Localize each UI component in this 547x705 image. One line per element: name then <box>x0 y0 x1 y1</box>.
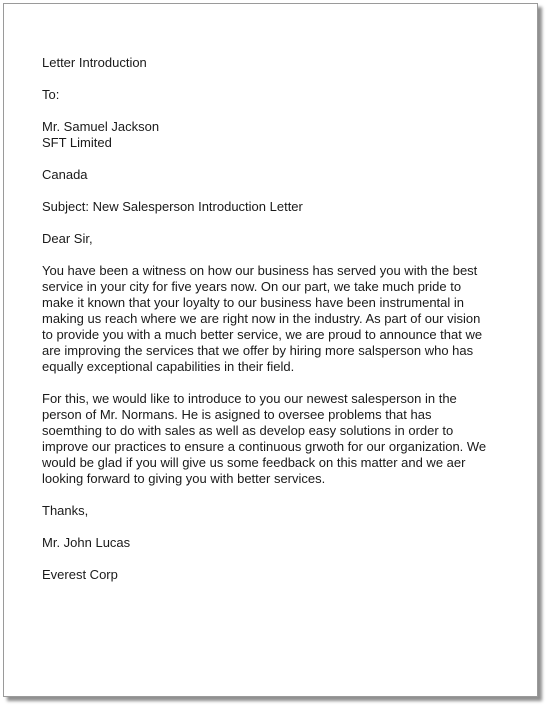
paragraph-line: looking forward to giving you with better services. <box>42 471 326 486</box>
paragraph-line: For this, we would like to introduce to you our newest salesperson in the <box>42 391 457 406</box>
paragraph-line: making us reach where we are right now in the industry. As part of our vision <box>42 311 481 326</box>
paragraph-line: equally exceptional capabilities in their field. <box>42 359 295 374</box>
letter-body <box>42 55 512 583</box>
letter-page <box>3 3 538 697</box>
paragraph-line: improve our practices to ensure a continuous grwoth for our organization. We <box>42 439 487 454</box>
recipient-company: SFT Limited <box>42 135 112 150</box>
paragraph-line: soemthing to do with sales as well as develop easy solutions in order to <box>42 423 454 438</box>
recipient-name: Mr. Samuel Jackson <box>42 119 160 134</box>
sender-company: Everest Corp <box>42 567 118 582</box>
paragraph-line: are improving the services that we offer by hiring more salsperson who has <box>42 343 474 358</box>
paragraph-line: You have been a witness on how our business has served you with the best <box>42 263 478 278</box>
sender-name: Mr. John Lucas <box>42 535 131 550</box>
paragraph-introduction <box>42 263 512 375</box>
paragraph-line: would be glad if you will give us some feedback on this matter and we aer <box>42 455 466 470</box>
subject-line: Subject: New Salesperson Introduction Letter <box>42 199 303 214</box>
letter-heading: Letter Introduction <box>42 55 147 70</box>
closing: Thanks, <box>42 503 89 518</box>
paragraph-new-salesperson <box>42 391 512 487</box>
paragraph-line: to provide you with a much better service, we are proud to announce that we <box>42 327 483 342</box>
to-label: To: <box>42 87 60 102</box>
salutation: Dear Sir, <box>42 231 93 246</box>
paragraph-line: person of Mr. Normans. He is asigned to oversee problems that has <box>42 407 432 422</box>
paragraph-line: make it known that your loyalty to our business have been instrumental in <box>42 295 465 310</box>
paragraph-line: service in your city for five years now. On our part, we take much pride to <box>42 279 462 294</box>
recipient-country: Canada <box>42 167 88 182</box>
